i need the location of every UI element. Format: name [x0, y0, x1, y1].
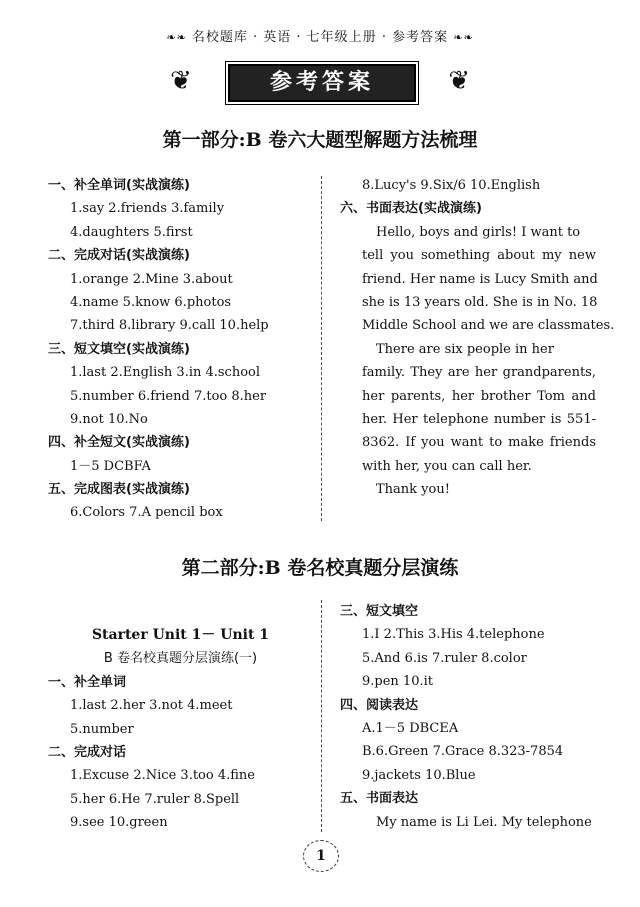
answer-line: 9.see 10.green — [70, 815, 168, 831]
part2-right-column — [340, 600, 596, 834]
answer-line: 1.last 2.her 3.not 4.meet — [70, 698, 233, 714]
section-heading: 一、补全单词(实战演练) — [48, 178, 190, 193]
section-heading: 五、完成图表(实战演练) — [48, 482, 190, 498]
left-ornament-icon: ❧❧ — [166, 31, 187, 44]
unit-subtitle: B 卷名校真题分层演练(一) — [103, 651, 258, 667]
essay-line: 8362. If you want to make friends — [362, 435, 596, 451]
essay-line: Thank you! — [376, 482, 450, 498]
answer-line: A.1－5 DBCEA — [362, 720, 459, 736]
banner-title: 参考答案 — [228, 64, 416, 102]
section-heading: 三、短文填空(实战演练) — [48, 341, 190, 357]
section-heading: 四、补全短文(实战演练) — [48, 435, 190, 451]
essay-line: My name is Li Lei. My telephone — [376, 814, 592, 830]
part2-left-answers — [48, 671, 313, 835]
essay-line: Hello, boys and girls! I want to — [376, 224, 581, 240]
answer-line: 9.pen 10.it — [362, 674, 433, 690]
answer-line: 1.Excuse 2.Nice 3.too 4.fine — [70, 768, 255, 784]
essay-line: There are six people in her — [376, 341, 554, 357]
essay-line: family. They are her grandparents, — [362, 365, 596, 381]
answer-line: 1.I 2.This 3.His 4.telephone — [362, 627, 545, 643]
essay-line: Middle School and we are classmates. — [362, 318, 615, 334]
left-flourish-icon: ❦ — [170, 66, 192, 96]
answer-line: 1.last 2.English 3.in 4.school — [70, 365, 261, 381]
title-banner — [170, 62, 470, 102]
answer-line: 5.number 6.friend 7.too 8.her — [70, 388, 267, 404]
column-divider-2 — [321, 600, 322, 832]
answer-line: 9.not 10.No — [70, 411, 148, 427]
answer-line: 5.her 6.He 7.ruler 8.Spell — [70, 791, 240, 807]
answer-line: 1－5 DCBFA — [70, 458, 151, 474]
section-heading: 五、书面表达 — [340, 791, 419, 807]
part1-right-column — [340, 174, 615, 501]
answer-line: 6.Colors 7.A pencil box — [70, 505, 223, 521]
answer-line: 1.orange 2.Mine 3.about — [70, 271, 233, 287]
essay-line: her parents, her brother Tom and — [362, 388, 596, 404]
section-heading: 二、完成对话 — [48, 744, 127, 760]
right-ornament-icon: ❧❧ — [453, 31, 474, 44]
section-heading: 一、补全单词 — [48, 674, 127, 690]
answer-line: 4.name 5.know 6.photos — [70, 294, 232, 310]
part2-title: 第二部分:B 卷名校真题分层演练 — [181, 557, 459, 579]
section-heading: 六、书面表达(实战演练) — [340, 201, 482, 217]
section-heading: 四、阅读表达 — [340, 697, 419, 713]
page-number: 1 — [303, 840, 339, 872]
essay-line: tell you something about my new — [362, 248, 596, 264]
answer-line: 4.daughters 5.first — [70, 224, 193, 240]
right-flourish-icon: ❦ — [448, 66, 470, 96]
part2-left-column — [48, 624, 313, 835]
part1-left-column — [48, 174, 313, 525]
essay-line: she is 13 years old. She is in No. 18 — [362, 294, 598, 310]
answer-line: B.6.Green 7.Grace 8.323-7854 — [362, 744, 564, 760]
section-heading: 二、完成对话(实战演练) — [48, 248, 190, 264]
running-title: 名校题库 · 英语 · 七年级上册 · 参考答案 — [191, 30, 449, 45]
answer-line: 7.third 8.library 9.call 10.help — [70, 318, 269, 334]
answer-line: 5.And 6.is 7.ruler 8.color — [362, 650, 527, 666]
unit-title: Starter Unit 1－ Unit 1 — [91, 627, 270, 643]
column-divider — [321, 176, 322, 521]
answer-line: 1.say 2.friends 3.family — [70, 201, 225, 217]
section-heading: 三、短文填空 — [340, 604, 419, 619]
essay-line: friend. Her name is Lucy Smith and — [362, 271, 598, 287]
essay-line: with her, you can call her. — [362, 458, 532, 474]
essay-line: her. Her telephone number is 551- — [362, 411, 596, 427]
part1-title: 第一部分:B 卷六大题型解题方法梳理 — [162, 129, 478, 151]
answer-line: 5.number — [70, 721, 134, 737]
answer-line: 9.jackets 10.Blue — [362, 767, 476, 783]
answer-line: 8.Lucy's 9.Six/6 10.English — [362, 178, 541, 193]
running-header — [0, 26, 640, 45]
